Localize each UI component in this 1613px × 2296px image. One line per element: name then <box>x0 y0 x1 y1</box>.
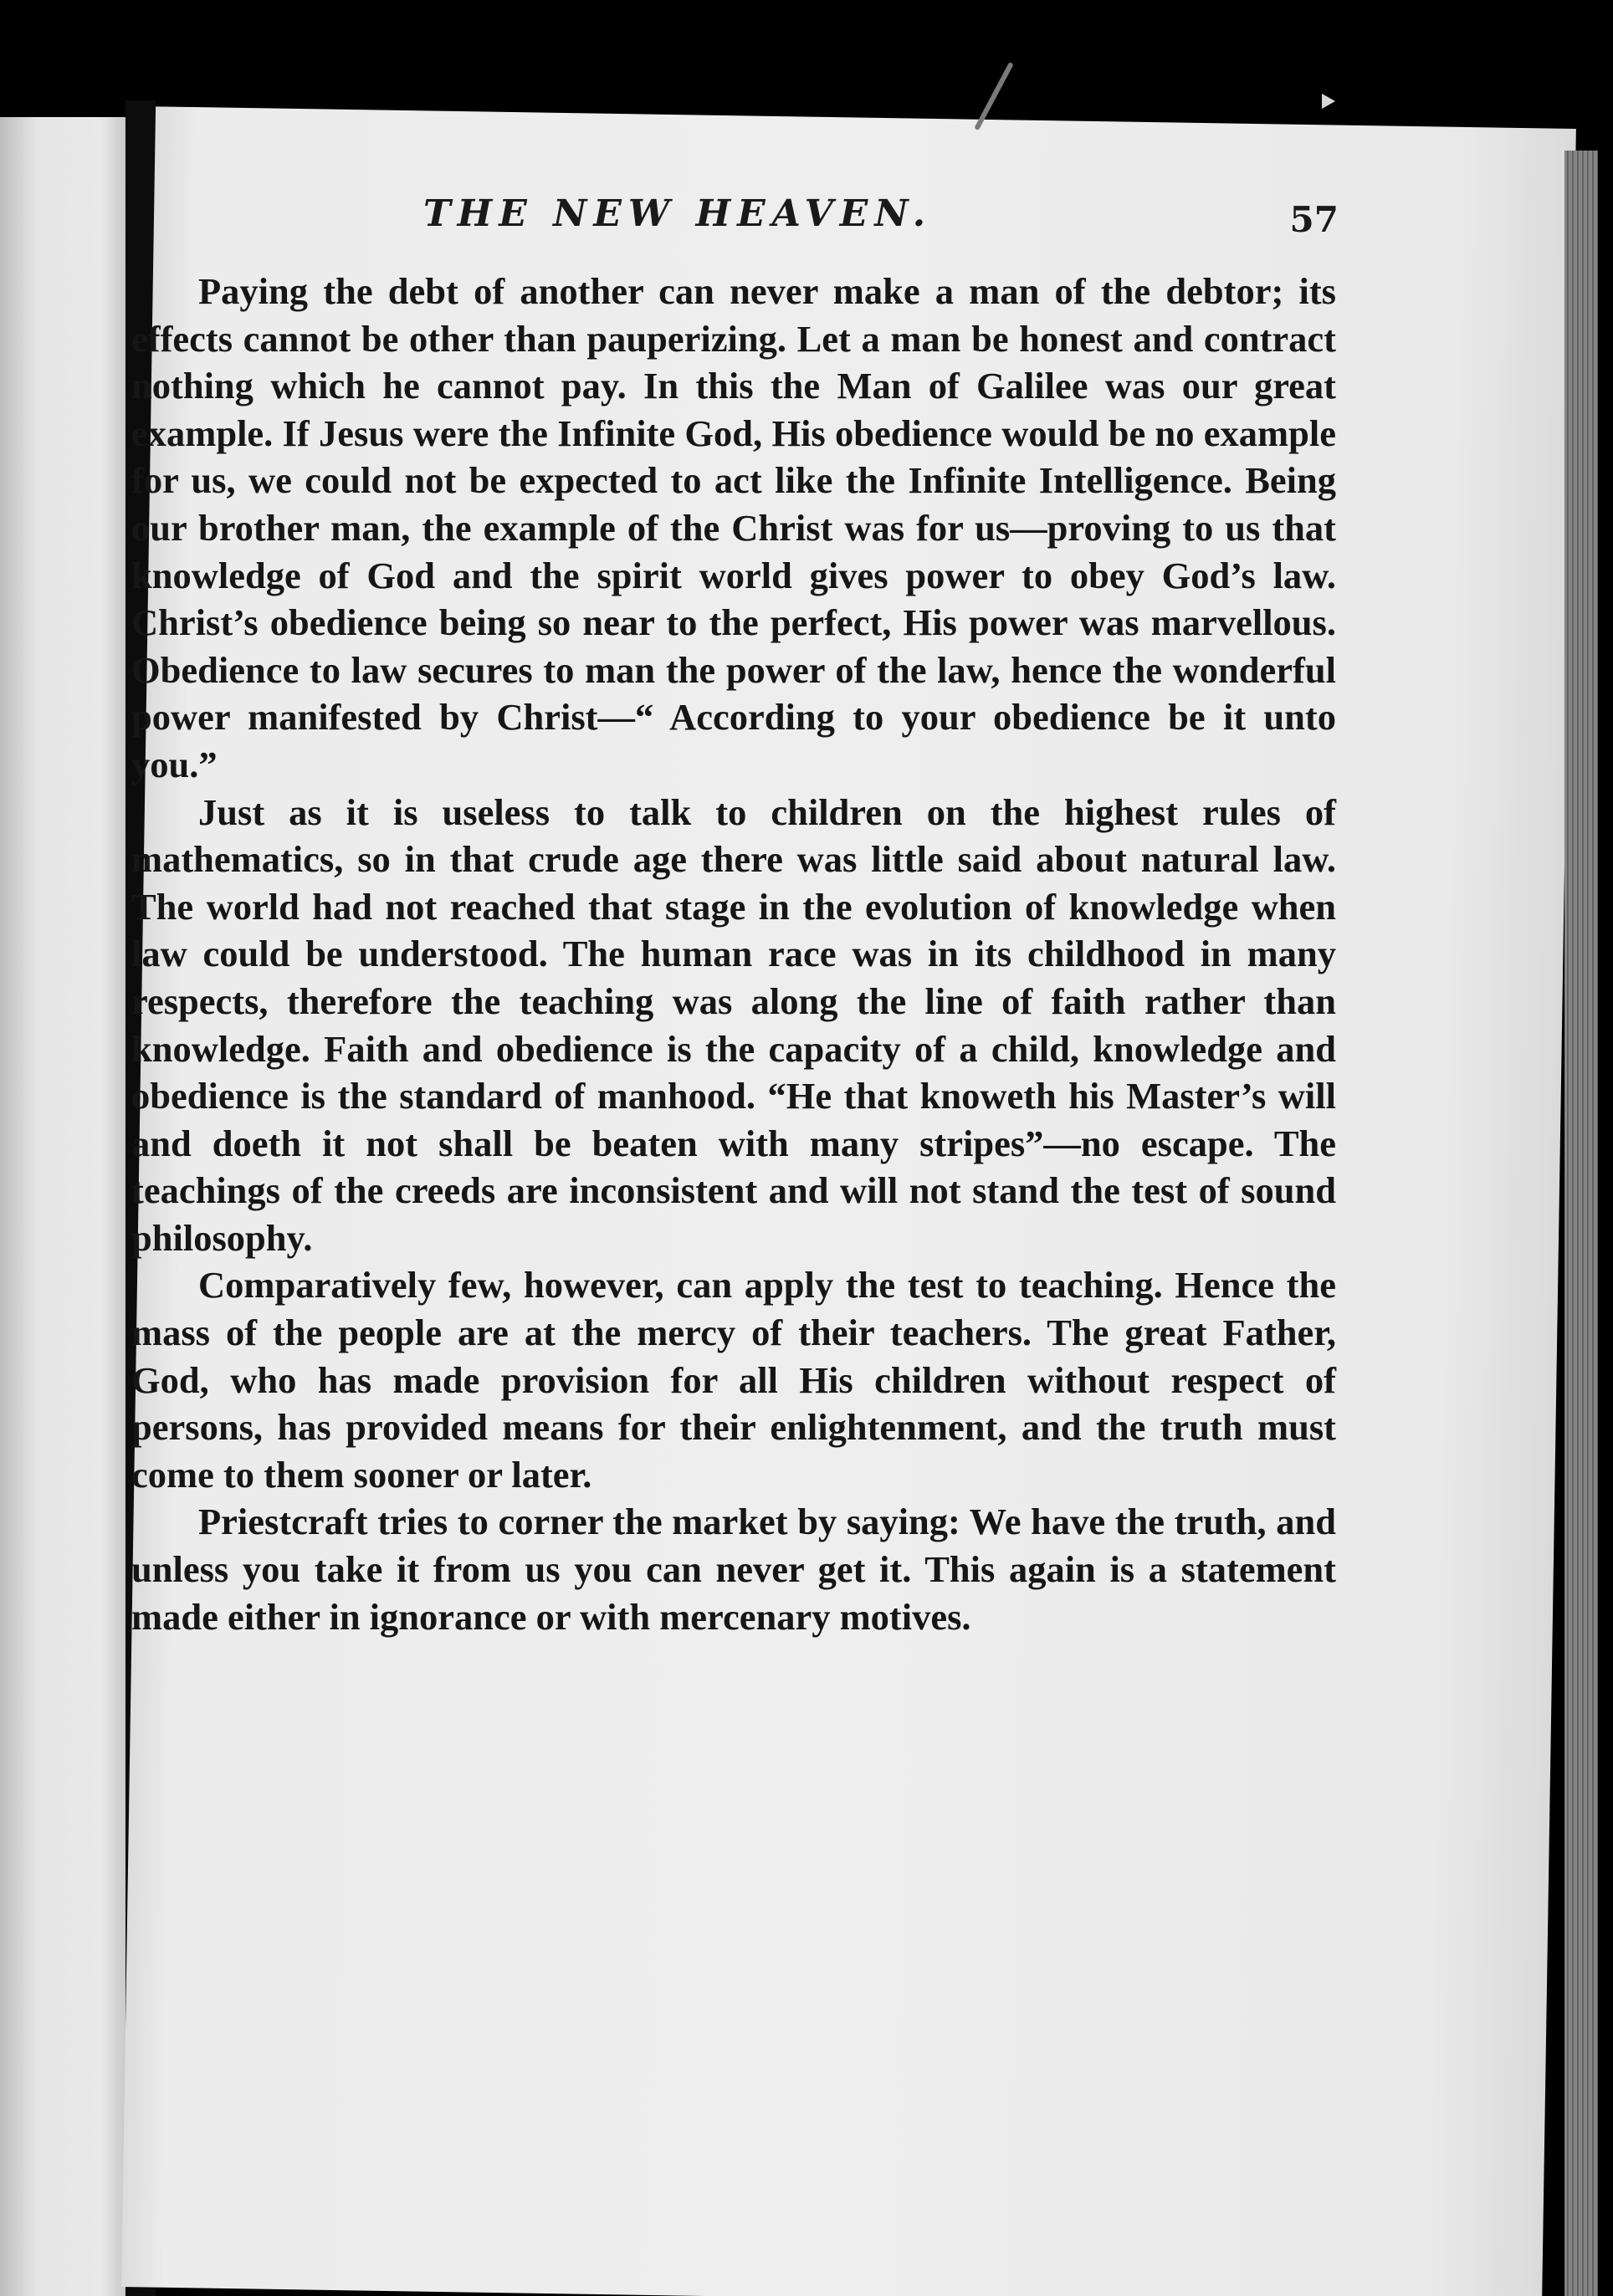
running-title: THE NEW HEAVEN. <box>422 192 933 235</box>
facing-page <box>0 117 125 2296</box>
paragraph: Priestcraft tries to corner the market by saying: We have the truth, and unless you take it from us you can never get it. This again is a statement made either in ignorance or with mercenary motives. <box>131 1501 1336 1638</box>
page-header <box>134 192 1339 251</box>
page-edges <box>1564 151 1598 2296</box>
paragraph: Paying the debt of another can never make a man of the debtor; its effects cannot be other than pauperizing. Let a man be honest and contract nothing which he cannot pay. In this the Man of Galilee was our great example. If Jesus were the Infinite God, His obedience would be no example for us, we could not be expected to act like the Infinite Intelligence. Being our brother man, the example of the Christ was for us—proving to us that knowledge of God and the spirit world gives power to obey God’s law. Christ’s obedience being so near to the perfect, His power was marvellous. Obedience to law secures to man the power of the law, hence the wonderful power manifested by Christ—“ According to your obedience be it unto you.” <box>131 270 1336 785</box>
paragraph: Just as it is useless to talk to children on the highest rules of mathematics, so in that crude age there was little said about natural law. The world had not reached that stage in the evolution of knowledge when law could be understood. The human race was in its childhood in many respects, therefore the teaching was along the line of faith rather than knowledge. Faith and obedience is the capacity of a child, knowledge and obedience is the standard of manhood. “He that knoweth his Master’s will and doeth it not shall be beaten with many stripes”—no escape. The teachings of the creeds are inconsistent and will not stand the test of sound philosophy. <box>131 790 1336 1259</box>
scan-marker-icon <box>1322 94 1335 109</box>
body-text <box>131 268 1336 1640</box>
page-number: 57 <box>1289 199 1339 240</box>
paragraph: Comparatively few, however, can apply the test to teaching. Hence the mass of the people are at the mercy of their teachers. The great Father, God, who has made provision for all His children without respect of persons, has provided means for their enlightenment, and the truth must come to them sooner or later. <box>131 1264 1336 1496</box>
